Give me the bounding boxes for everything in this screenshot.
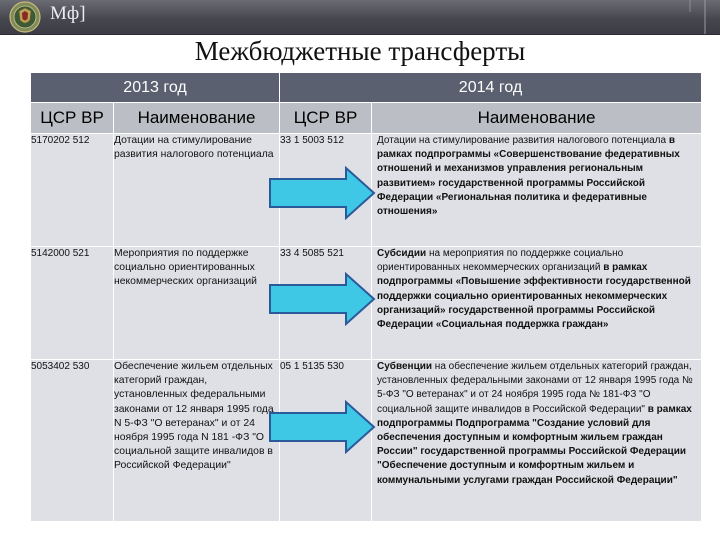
name-2014-lead: на мероприятия по поддержке социально ориентированных некоммерческих организаций	[377, 248, 624, 274]
column-header-row	[31, 103, 702, 134]
page-title: Межбюджетные трансферты	[194, 36, 526, 66]
column-header-name-2014: Наименование	[372, 103, 702, 134]
year-2013-header: 2013 год	[31, 73, 280, 103]
year-2014-header: 2014 год	[280, 73, 702, 103]
name-2014-bold: в рамках подпрограммы «Совершенствование федеративных отношений и механизмов управления региональным развитием» государственной программы Российской Федерации «Региональная политика и федеративные отношения»	[377, 135, 680, 218]
code-2013-cell: 5053402 530	[31, 360, 114, 522]
name-2014-bold: в рамках подпрограммы «Повышение эффективности государственной поддержки социально ориентированных некоммерческих организаций» государственной программы Российской Федерации «Социальная поддержка граждан»	[377, 262, 691, 331]
name-2014-bold: в рамках подпрограммы Подпрограмма "Создание условий для обеспечения доступным и комфортным жильем граждан России" государственной программы Российской Федерации "Обеспечение доступным и комфортным жильем и коммунальными услугами граждан Российской Федерации"	[377, 403, 692, 486]
code-2014-cell: 33 1 5003 512	[280, 134, 372, 247]
year-header-row	[31, 73, 702, 103]
right-arrow-icon	[268, 166, 376, 220]
name-2014-lead: Дотации на стимулирование развития налогового потенциала	[377, 135, 669, 146]
column-header-code-2013: ЦСР ВР	[31, 103, 114, 134]
code-2014-cell: 05 1 5135 530	[280, 360, 372, 522]
name-2014-cell	[372, 247, 702, 360]
code-2013-cell: 5142000 521	[31, 247, 114, 360]
name-2014-cell	[372, 134, 702, 247]
code-2013-cell: 5170202 512	[31, 134, 114, 247]
header-decoration	[0, 0, 720, 34]
column-header-name-2013: Наименование	[114, 103, 280, 134]
right-arrow-icon	[268, 272, 376, 326]
name-2014-cell	[372, 360, 702, 522]
name-2014-lead-bold: Субсидии	[377, 248, 427, 259]
code-2014-cell: 33 4 5085 521	[280, 247, 372, 360]
name-2014-lead-bold: Субвенции	[377, 361, 433, 372]
top-bar	[0, 0, 720, 35]
right-arrow-icon	[268, 400, 376, 454]
name-2014-lead: на обеспечение жильем отдельных категорий граждан, установленных федеральными законами от 12 января 1995 года № 5-ФЗ "О ветеранах" и от 24 ноября 1995 года № 181-ФЗ "О социальной защите инвалидов в Российской Федерации"	[377, 361, 693, 415]
name-2013-cell: Обеспечение жильем отдельных категорий граждан, установленных федеральными законами от 12 января 1995 года N 5-ФЗ "О ветеранах" и от 24 ноября 1995 года N 181 -ФЗ "О социальной защите инвалидов в Российской Федерации"	[114, 360, 280, 522]
ministry-brand: Мф]	[50, 3, 86, 24]
name-2013-cell: Мероприятия по поддержке социально ориентированных некоммерческих организаций	[114, 247, 280, 360]
name-2013-cell: Дотации на стимулирование развития налогового потенциала	[114, 134, 280, 247]
column-header-code-2014: ЦСР ВР	[280, 103, 372, 134]
